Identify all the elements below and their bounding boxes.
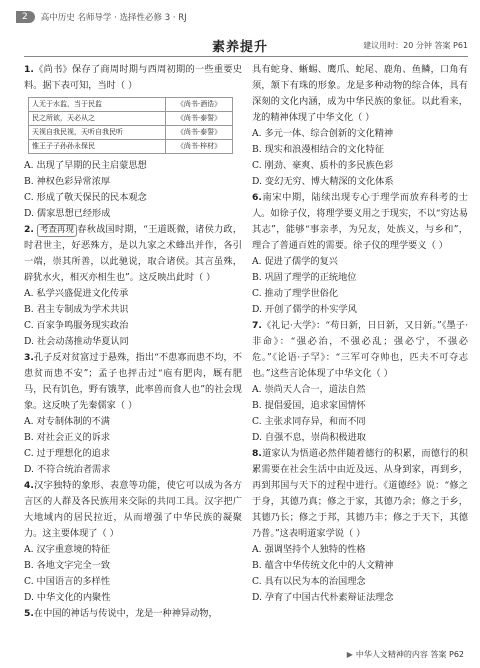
table-cell: 《尚书·泰誓》 xyxy=(166,126,233,140)
question-4 xyxy=(24,478,242,542)
table-row xyxy=(29,140,233,154)
footer-text: 中华人文精神的内容 答案 P62 xyxy=(355,650,464,659)
option[interactable]: D. 中华文化的内聚性 xyxy=(24,592,111,603)
page-footer xyxy=(347,649,464,660)
question-number: 4. xyxy=(24,480,34,491)
answer-bracket: （ ） xyxy=(353,112,375,123)
option[interactable]: C. 主张求同存异，和而不同 xyxy=(252,416,366,427)
table-row xyxy=(29,112,233,126)
question-number: 8. xyxy=(252,448,262,459)
answer-bracket: （ ） xyxy=(115,80,138,91)
page-header xyxy=(16,9,187,25)
option[interactable]: B. 提倡爱国，追求家国情怀 xyxy=(252,400,366,411)
option[interactable]: C. 推动了理学世俗化 xyxy=(252,288,339,299)
section-meta: 建议用时：20 分钟 答案 P61 xyxy=(363,41,468,50)
question-7 xyxy=(252,318,468,382)
question-number: 3. xyxy=(24,352,34,363)
header-text: 高中历史 名师导学 · 选择性必修 3 · RJ xyxy=(40,13,187,23)
question-text: 《尚书》保存了商周时期与西周初期的一些重要史料。据下表可知，当时 xyxy=(24,64,242,91)
option[interactable]: A. 出现了早期的民主启蒙思想 xyxy=(24,160,147,171)
option[interactable]: C. 中国语言的多样性 xyxy=(24,576,111,587)
question-8 xyxy=(252,446,468,542)
question-2 xyxy=(24,222,242,286)
question-number: 1. xyxy=(24,64,34,75)
option[interactable]: D. 儒家思想已经形成 xyxy=(24,208,111,219)
question-number: 7. xyxy=(252,320,262,331)
option[interactable]: B. 现实和浪漫相结合的文化特征 xyxy=(252,144,385,155)
question-5-continued xyxy=(252,62,468,126)
option[interactable]: D. 开创了儒学的朴实学风 xyxy=(252,304,357,315)
tag-badge: 考查再现 xyxy=(37,224,77,237)
option[interactable]: C. 百家争鸣服务现实政治 xyxy=(24,320,129,331)
option[interactable]: B. 神权色彩异常浓厚 xyxy=(24,176,111,187)
option[interactable]: B. 各地文字完全一致 xyxy=(24,560,111,571)
table-row xyxy=(29,126,233,140)
question-text: 汉字独特的象形、表意等功能，使它可以成为各方言区的人群及各民族用来交际的共同工具。汉字把广大地域内的居民拉近，从而增强了中华民族的凝聚力。这主要体现了 xyxy=(24,480,242,539)
answer-bracket: （ ） xyxy=(371,368,393,379)
question-text: 南宋中期，陆续出现专心于理学而放弃科考的士人。如徐子仪，将理学要义用之于现实，不以“穷达易其志”，能够“事亲孝，为兄友，处族义，与乡和”，理合了普通百姓的需要。徐子仪的理学要义 xyxy=(252,192,469,251)
question-text: 孔子反对贫富过于悬殊，指出“不患寡而患不均，不患贫而患不安”；孟子也抨击过“庖有肥肉，厩有肥马，民有饥色，野有饿莩，此率兽而食人也”的社会现象。这反映了先秦儒家 xyxy=(24,352,242,411)
answer-bracket: （ ） xyxy=(343,528,366,539)
question-text: 春秋战国时期，“王道既微，诸侯力政，时君世主，好恶殊方，是以九家之术蜂出并作，各引一端，崇其所善，以此驰说，取合诸侯。其言虽殊，辟犹水火，相灭亦相生也”。这反映出此时 xyxy=(24,224,243,283)
option[interactable]: D. 孕育了中国古代朴素辩证法理念 xyxy=(252,592,394,603)
answer-bracket: （ ） xyxy=(426,240,448,251)
option[interactable]: C. 形成了敬天保民的民本观念 xyxy=(24,192,147,203)
answer-bracket: （ ） xyxy=(194,272,216,283)
source-table xyxy=(28,97,233,154)
question-6 xyxy=(252,190,468,254)
option[interactable]: B. 巩固了理学的正统地位 xyxy=(252,272,357,283)
question-text: 《礼记·大学》：“苟日新，日日新，又日新。”《墨子·非命》：“强必治，不强必乱；强必宁，不强必危。”《论语·子罕》：“三军可夺帅也，匹夫不可夺志也。”这些言论体现了中华文化 xyxy=(252,320,468,379)
section-title: 素养提升 xyxy=(211,40,268,55)
question-5 xyxy=(24,606,242,622)
option[interactable]: A. 汉字重意境的特征 xyxy=(24,544,110,555)
triangle-icon: ▶ xyxy=(346,650,353,659)
option[interactable]: A. 强调坚持个人独特的性格 xyxy=(252,544,366,555)
option[interactable]: B. 对社会正义的诉求 xyxy=(24,432,111,443)
answer-bracket: （ ） xyxy=(97,528,119,539)
option[interactable]: A. 崇尚天人合一，道法自然 xyxy=(252,384,366,395)
table-cell: 《尚书·酒诰》 xyxy=(166,98,233,112)
table-row xyxy=(29,98,233,112)
option[interactable]: A. 促进了儒学的复兴 xyxy=(252,256,338,267)
question-number: 5. xyxy=(24,608,34,619)
question-number: 6. xyxy=(252,192,262,203)
option[interactable]: D. 自强不息，崇尚积极进取 xyxy=(252,432,366,443)
option[interactable]: B. 蕴含中华传统文化中的人文精神 xyxy=(252,560,394,571)
option[interactable]: A. 多元一体、综合创新的文化精神 xyxy=(252,128,394,139)
table-cell: 人无于水监，当于民监 xyxy=(29,98,166,112)
option[interactable]: A. 私学兴盛促进文化传承 xyxy=(24,288,129,299)
option[interactable]: C. 具有以民为本的治国理念 xyxy=(252,576,366,587)
table-cell: 惟王子子孙孙永保民 xyxy=(29,140,166,154)
table-cell: 《尚书·梓材》 xyxy=(166,140,233,154)
title-divider xyxy=(24,56,468,57)
option[interactable]: C. 过于理想化的追求 xyxy=(24,448,111,459)
option[interactable]: D. 社会动荡推动华夏认同 xyxy=(24,336,129,347)
page-number: 2 xyxy=(16,11,35,23)
answer-bracket: （ ） xyxy=(115,400,138,411)
question-3 xyxy=(24,350,242,414)
option[interactable]: B. 君主专制成为学术共识 xyxy=(24,304,129,315)
option[interactable]: A. 对专制体制的不满 xyxy=(24,416,110,427)
table-cell: 《尚书·泰誓》 xyxy=(166,112,233,126)
right-column xyxy=(252,62,468,606)
question-text: 具有蛇身、蜥蜴、鹰爪、蛇尾、鹿角、鱼鳞，口角有须，颔下有珠的形象。龙是多种动物的综合体，具有深刻的文化内涵，成为中华民族的象征。以此看来，龙的精神体现了中华文化 xyxy=(252,64,468,123)
table-cell: 民之所欲，天必从之 xyxy=(29,112,166,126)
left-column xyxy=(24,62,242,622)
question-1 xyxy=(24,62,242,94)
question-text: 在中国的神话与传说中，龙是一种神异动物， xyxy=(33,608,218,619)
question-text: 道家认为悟道必然伴随着德行的积累，而德行的积累需要在社会生活中由近及远、从身到家，再到乡，再到邦国与天下的过程中进行。《道德经》说：“修之于身，其德乃真；修之于家，其德乃余；修之于乡，其德乃长；修之于邦，其德乃丰；修之于天下，其德乃普。”这表明道家学说 xyxy=(252,448,468,539)
option[interactable]: D. 变幻无穷、博大精深的文化体系 xyxy=(252,176,394,187)
question-number: 2. xyxy=(24,224,34,235)
option[interactable]: C. 刚劲、豪爽、质朴的多民族色彩 xyxy=(252,160,394,171)
option[interactable]: D. 不符合统治者需求 xyxy=(24,464,111,475)
table-cell: 天视自我民视，天听自我民听 xyxy=(29,126,166,140)
